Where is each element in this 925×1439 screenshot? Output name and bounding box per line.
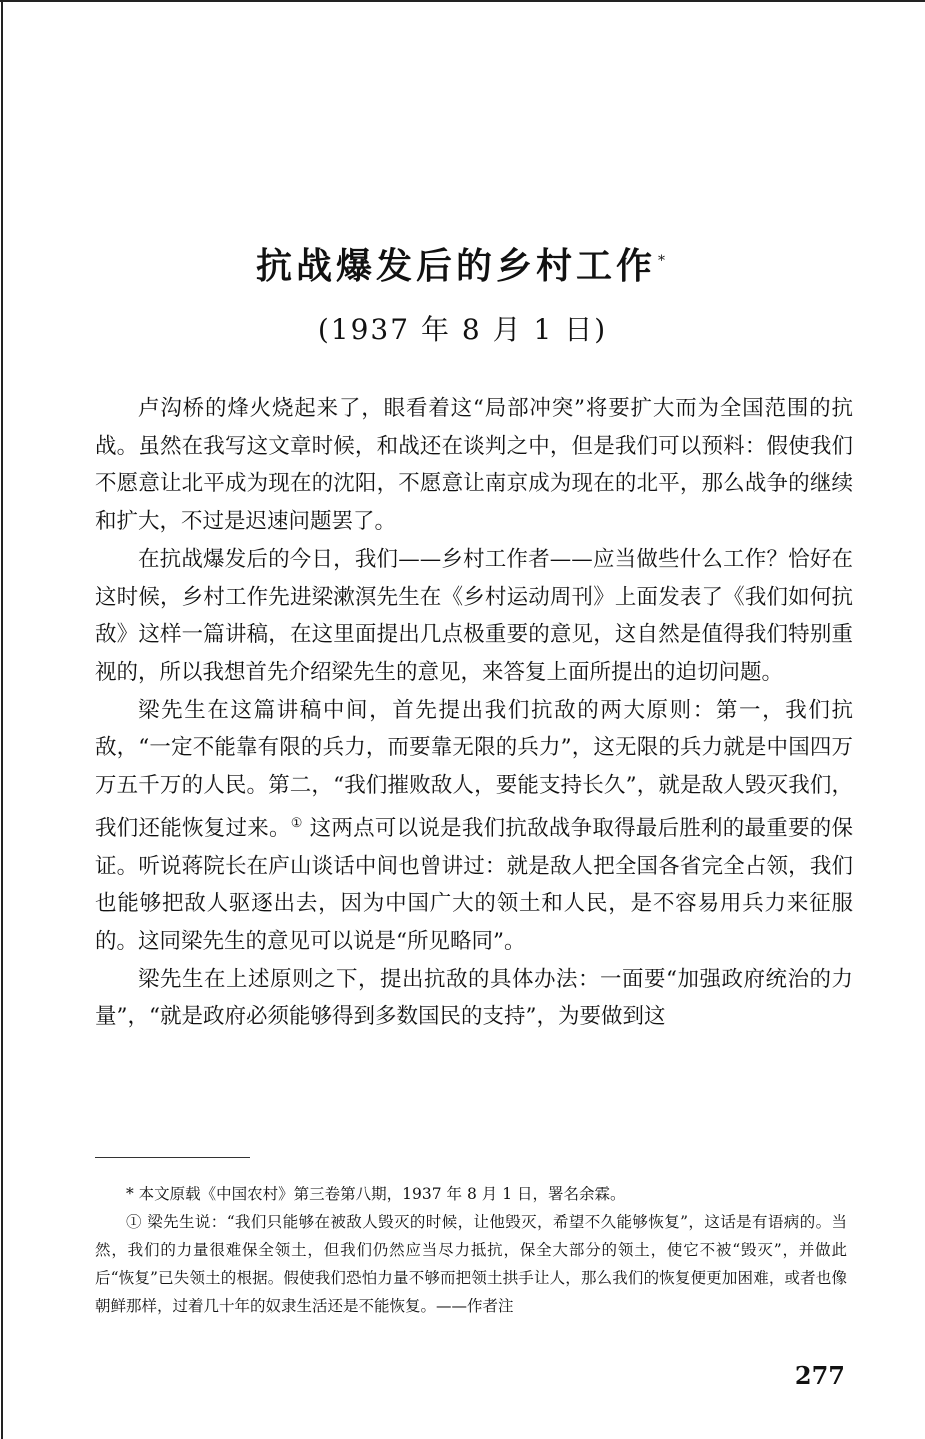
article-title: [0, 238, 925, 289]
article-body: [95, 390, 853, 1036]
title-footnote-mark: *: [658, 253, 669, 269]
paragraph: 梁先生在上述原则之下，提出抗敌的具体办法：一面要“加强政府统治的力量”，“就是政府必须能够得到多数国民的支持”，为要做到这: [95, 966, 853, 1030]
paragraph-text: 梁先生在这篇讲稿中间，首先提出我们抗敌的两大原则：第一，我们抗敌，“一定不能靠有限的兵力，而要靠无限的兵力”，这无限的兵力就是中国四万万五千万的人民。第二，“我们摧败敌人，要能支持长久”，就是敌人毁灭我们，我们还能恢复过来。: [95, 697, 853, 841]
paragraph: 在抗战爆发后的今日，我们——乡村工作者——应当做些什么工作？恰好在这时候，乡村工作先进梁漱溟先生在《乡村运动周刊》上面发表了《我们如何抗敌》这样一篇讲稿，在这里面提出几点极重要的意见，这自然是值得我们特别重视的，所以我想首先介绍梁先生的意见，来答复上面所提出的迫切问题。: [95, 546, 853, 685]
footnotes: [95, 1180, 847, 1320]
page-edge-top: [0, 0, 925, 2]
paragraph: [95, 692, 853, 961]
footnote: ① 梁先生说：“我们只能够在被敌人毁灭的时候，让他毁灭，希望不久能够恢复”，这话是有语病的。当然，我们的力量很难保全领土，但我们仍然应当尽力抵抗，保全大部分的领土，使它不被“毁灭”，并做此后“恢复”已失领土的根据。假使我们恐怕力量不够而把领土拱手让人，那么我们的恢复便更加困难，或者也像朝鲜那样，过着几十年的奴隶生活还是不能恢复。——作者注: [95, 1213, 847, 1315]
paragraph: 卢沟桥的烽火烧起来了，眼看着这“局部冲突”将要扩大而为全国范围的抗战。虽然在我写这文章时候，和战还在谈判之中，但是我们可以预料：假使我们不愿意让北平成为现在的沈阳，不愿意让南京成为现在的北平，那么战争的继续和扩大，不过是迟速问题罢了。: [95, 396, 853, 535]
article-date: (1937 年 8 月 1 日): [317, 313, 608, 346]
footnote-divider: [95, 1157, 250, 1158]
paragraph-text-tail: 这两点可以说是我们抗敌战争取得最后胜利的最重要的保证。听说蒋院长在庐山谈话中间也曾讲过：就是敌人把全国各省完全占领，我们也能够把敌人驱逐出去，因为中国广大的领土和人民，是不容易用兵力来征服的。这同梁先生的意见可以说是“所见略同”。: [95, 815, 853, 954]
page-number: 277: [794, 1361, 845, 1390]
page-edge-left: [1, 0, 3, 1439]
footnote-ref: ①: [290, 815, 303, 831]
article-title-text: 抗战爆发后的乡村工作: [255, 245, 656, 287]
footnote: * 本文原载《中国农村》第三卷第八期，1937 年 8 月 1 日，署名余霖。: [126, 1185, 626, 1203]
